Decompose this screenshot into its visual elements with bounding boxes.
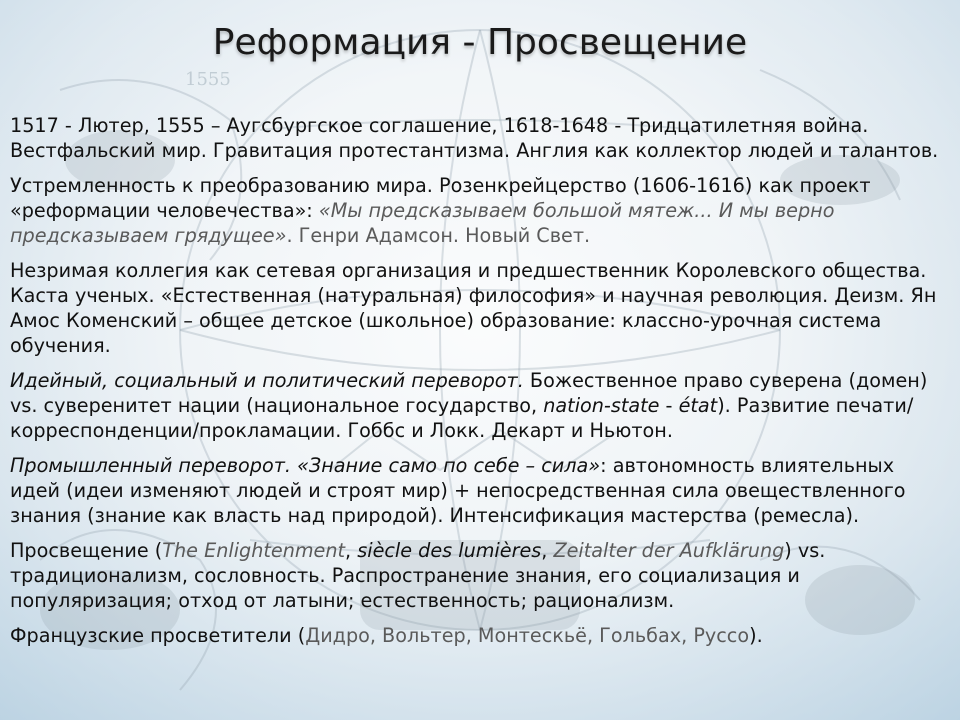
paragraph-5: Промышленный переворот. «Знание само по себе – сила»: автономность влиятельных идей (идеи изменяют людей и строят мир) + непосредственная сила овеществленного знания (знание как власть над природой). Интенсификация мастерства (ремесла). bbox=[10, 454, 906, 527]
rosicrucian-quote: «Мы предсказываем большой мятеж... И мы верно предсказываем грядущее» bbox=[10, 199, 835, 247]
slide-title: Реформация - Просвещение bbox=[212, 22, 748, 63]
slide-body bbox=[10, 113, 950, 658]
background-year-label: 1555 bbox=[185, 69, 231, 90]
paragraph-1: 1517 - Лютер, 1555 – Аугсбургское соглашение, 1618-1648 - Тридцатилетняя война. Вестфальский мир. Гравитация протестантизма. Англия как коллектор людей и талантов. bbox=[10, 114, 939, 162]
paragraph-4: Идейный, социальный и политический переворот. Божественное право суверена (домен) vs. суверенитет нации (национальное государство, nation-state - état). Развитие печати/корреспонденции/прокламации. Гоббс и Локк. Декарт и Ньютон. bbox=[10, 369, 928, 442]
paragraph-3: Незримая коллегия как сетевая организация и предшественник Королевского общества. Каста ученых. «Естественная (натуральная) философия» и научная революция. Деизм. Ян Амос Коменский – общее детское (школьное) образование: классно-урочная система обучения. bbox=[10, 259, 937, 357]
philosophers-list: Дидро, Вольтер, Монтескьё, Гольбах, Руссо bbox=[305, 624, 750, 647]
paragraph-6: Просвещение (The Enlightenment, siècle des lumières, Zeitalter der Aufklärung) vs. традиционализм, сословность. Распространение знания, его социализация и популяризация; отход от латыни; естественность; рационализм. bbox=[10, 539, 826, 612]
paragraph-2: Устремленность к преобразованию мира. Розенкрейцерство (1606-1616) как проект «реформации человечества»: «Мы предсказываем большой мятеж... И мы верно предсказываем грядущее». Генри Адамсон. Новый Свет. bbox=[10, 174, 871, 247]
paragraph-7: Французские просветители (Дидро, Вольтер, Монтескьё, Гольбах, Руссо). bbox=[10, 624, 763, 647]
